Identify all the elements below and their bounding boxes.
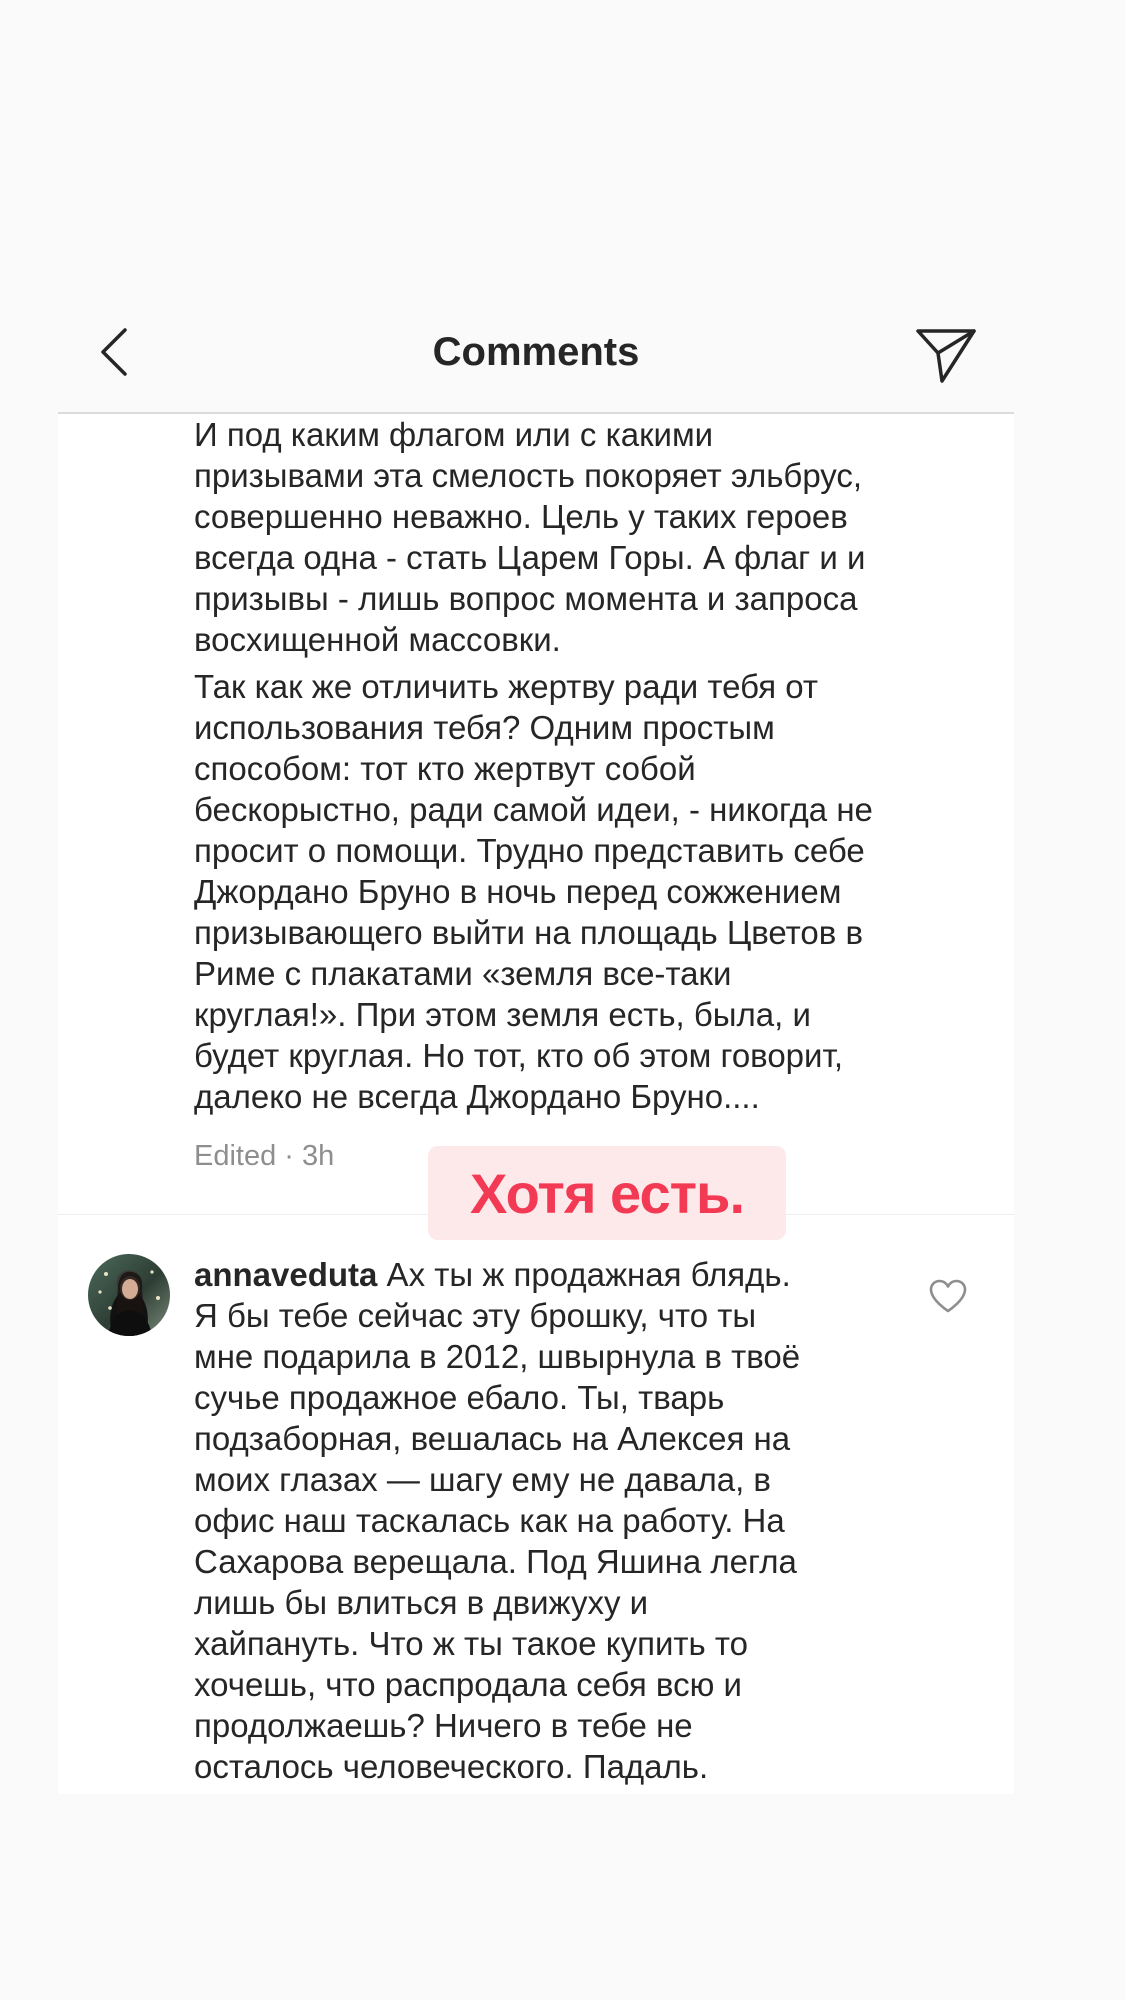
comment-body [194,1254,874,1787]
heart-icon [928,1278,968,1314]
direct-send-icon [914,325,978,385]
like-button[interactable] [928,1278,968,1314]
avatar-image [88,1254,170,1336]
page-title: Comments [432,330,640,374]
text-sticker: Хотя есть. [428,1146,786,1240]
comments-screen [58,300,1014,1794]
comment-paragraph: И под каким флагом или с какими призывами эта смелость покоряет эльбрус, совершенно неважно. Цель у таких героев всегда одна - стать Царем Горы. А флаг и и призывы - лишь вопрос момента и запроса восхищенной массовки. [194,416,866,658]
comment-meta: Edited · 3h [194,1140,335,1172]
comments-list[interactable] [58,414,1014,1794]
share-button[interactable] [910,322,982,388]
comment-text [194,1254,874,1787]
comment-paragraph: Так как же отличить жертву ради тебя от использования тебя? Одним простым способом: тот кто жертвут собой бескорыстно, ради самой идеи, - никогда не просит о помощи. Трудно представить себе Джордано Бруно в ночь перед сожжением призывающего выйти на площадь Цветов в Риме с плакатами «земля все-таки круглая!». При этом земля есть, была, и будет круглая. Но тот, кто об этом говорит, далеко не всегда Джордано Бруно.... [194,668,873,1115]
comment-message: Ах ты ж продажная блядь. Я бы тебе сейчас эту брошку, что ты мне подарила в 2012, швырнула в твоё сучье продажное ебало. Ты, тварь подзаборная, вешалась на Алексея на моих глазах — шагу ему не давала, в офис наш таскалась как на работу. На Сахарова верещала. Под Яшина легла лишь бы влиться в движуху и хайпануть. Что ж ты такое купить то хочешь, что распродала себя всю и продолжаешь? Ничего в тебе не осталось человеческого. Падаль. [194,1256,801,1785]
comment-username[interactable]: annaveduta [194,1256,378,1293]
avatar[interactable] [88,1254,170,1336]
comment-text [194,414,994,1117]
header [58,300,1014,414]
